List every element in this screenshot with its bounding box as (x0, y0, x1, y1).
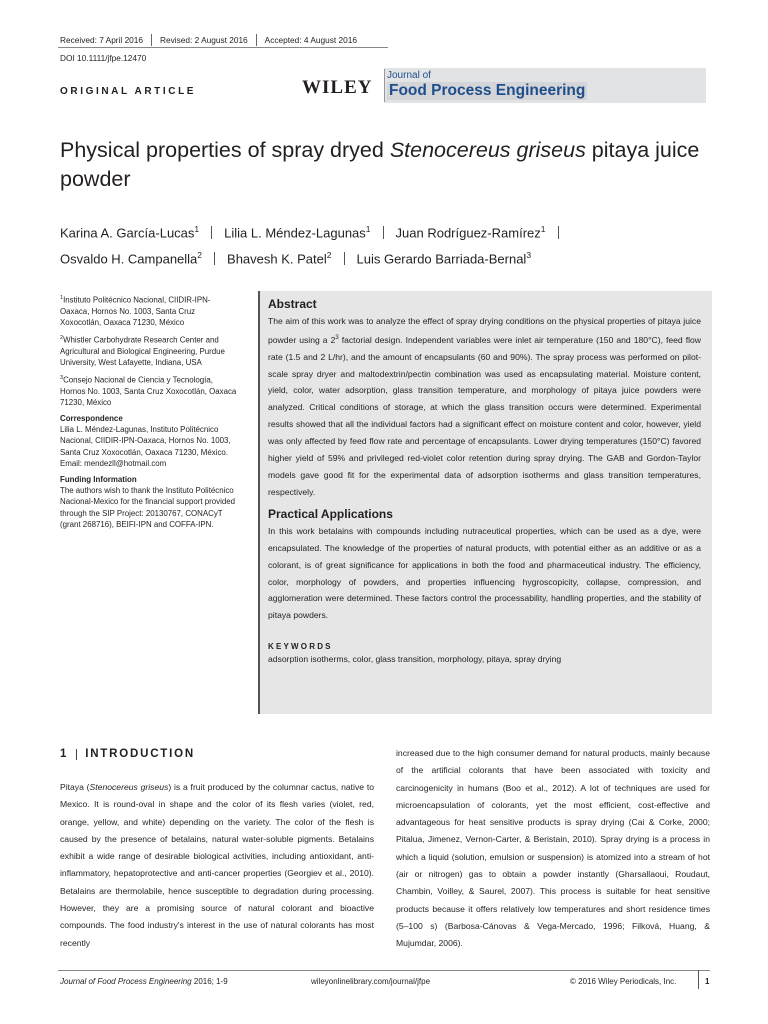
paragraph: Pitaya (Stenocereus griseus) is a fruit produced by the columnar cactus, native to Mexico. It is round-oval in shape and the color of its flesh varies (violet, red, orange, yellow, and white) depending on the variety. The color of the flesh is caused by the presence of betalains, natural water-soluble pigments. Betalains exhibit a wide range of desirable biological activities, including antioxidant, anti-inflammatory, hepatoprotective and anti-cancer properties (Georgiev et al., 2010). Betalains are thermolabile, hence susceptible to degradation during processing. However, they are a promising source of natural colorant and bioactive compounds. The food industry's interest in the use of natural colorants has most recently (60, 782, 375, 948)
divider (151, 34, 152, 46)
footer-journal: Journal of Food Process Engineering (60, 977, 192, 986)
author: Osvaldo H. Campanella$^2$ (60, 250, 203, 267)
paragraph: increased due to the high consumer demand for natural products, mainly because of the artificial colorants that have been associated with toxicity and carcinogenicity in humans (Boo et al., 2012). A lot of techniques are used for microencapsulation of colorants, yet the most efficient, cost-effective and advantageous for heat sensitive products is spray drying (Cai & Corke, 2000; Pitalua, Jimenez, Vernon-Carter, & Beristain, 2010). Spray drying is a process in which a liquid (solution, emulsion or suspension) is atomized into a stream of hot (air or nitrogen) gas to obtain a powder instantly (Gharsallaoui, Roudaut, Chambin, Voilley, & Saurel, 2007). This process is suitable for heat sensitive products because it offers relatively low temperatures and short residence times (5–100 s) (Barbosa-Cánovas & Vega-Mercado, 1996; Filková, Huang, & Mujumdar, 2006). (396, 748, 710, 949)
abstract-heading: Abstract (268, 297, 317, 311)
affiliation-3: $^3$Consejo Nacional de Ciencia y Tecnología, Hornos No. 1003, Santa Cruz Xoxocotlán, Oaxaca 71230, México (60, 374, 237, 408)
publisher-logo: WILEY (302, 77, 373, 98)
correspondence-email[interactable]: Email: mendezll@hotmail.com (60, 459, 167, 469)
doi: DOI 10.1111/jfpe.12470 (60, 53, 147, 63)
divider (558, 226, 559, 239)
abstract-content (268, 297, 701, 668)
footer-url[interactable]: wileyonlinelibrary.com/journal/jfpe (311, 977, 431, 986)
journal-name: Food Process Engineering (389, 82, 586, 99)
keywords-list: adsorption isotherms, color, glass transition, morphology, pitaya, spray drying (268, 654, 562, 665)
section-heading (60, 748, 195, 760)
revised-date: Revised: 2 August 2016 (160, 35, 248, 45)
divider (214, 252, 215, 265)
author: Karina A. García-Lucas$^1$ (60, 224, 200, 241)
author-line-2 (60, 250, 710, 266)
author: Bhavesh K. Patel$^2$ (227, 250, 332, 267)
funding-text: The authors wish to thank the Instituto Politécnico Nacional-Mexico for the financial support provided through the SIP Project: 20130767, CONACyT (grant 268716), BEIFI-IPN and COFFA-IPN. (60, 485, 236, 530)
article-title (60, 136, 700, 194)
abstract-text: The aim of this work was to analyze the effect of spray drying conditions on the physical properties of pitaya juice powder using a $2^3$ factorial design. Independent variables were inlet air temperature (150 and 180°C), feed flow rate (1.5 and 2 L/hr), and the amount of encapsulants (60 and 90%). The spray process was performed on pilot-scale spray dryer and maltodextrin/pectin combination was used as encapsulating material. Moisture content, yield, color, water adsorption, glass transition temperature, and morphology of pitaya juice powders were analyzed. Critical conditions of storage, at which the glass transition occurs were determined. Experimental results showed that all the individual factors had a significant effect on moisture content and color, however, yield was only affected by feed flow rate and percentage of encapsulants. Lower drying temperatures (150°C) favored higher yield of 59% and privileged red-violet color retention during spray drying. The GAB and Gordon-Taylor models gave good fit for the experimental data of adsorption isotherms and glass transition temperatures, respectively. (268, 316, 702, 497)
received-date: Received: 7 April 2016 (60, 35, 144, 45)
publication-dates (60, 34, 357, 46)
footer-citation (60, 977, 228, 986)
article-type: ORIGINAL ARTICLE (60, 86, 197, 97)
intro-column-left (60, 779, 374, 952)
correspondence-heading: Correspondence (60, 413, 123, 423)
keywords-heading: KEYWORDS (268, 642, 333, 652)
intro-column-right (396, 745, 710, 953)
accepted-date: Accepted: 4 August 2016 (264, 35, 357, 45)
section-number: 1 (60, 748, 69, 760)
footer-copyright: © 2016 Wiley Periodicals, Inc. (570, 977, 677, 986)
journal-label: Journal of (387, 70, 431, 81)
page-number: 1 (705, 977, 710, 986)
affiliation-2: $^2$Whistler Carbohydrate Research Center and Agricultural and Biological Engineering, Purdue University, West Lafayette, Indiana, USA (60, 334, 225, 368)
author: Lilia L. Méndez-Lagunas$^1$ (224, 224, 371, 241)
divider (76, 749, 77, 760)
author-line-1 (60, 224, 710, 240)
divider (698, 970, 699, 989)
title-species: Stenocereus griseus (389, 138, 586, 162)
title-text: pitaya juice powder (60, 138, 700, 191)
divider (384, 69, 385, 102)
practical-applications-heading: Practical Applications (268, 506, 393, 521)
author: Juan Rodríguez-Ramírez$^1$ (395, 224, 546, 241)
author: Luis Gerardo Barriada-Bernal$^3$ (356, 250, 532, 267)
header-rule (58, 47, 388, 48)
divider (383, 226, 384, 239)
divider (344, 252, 345, 265)
footer-rule (58, 970, 710, 971)
section-title: INTRODUCTION (85, 748, 195, 760)
divider (256, 34, 257, 46)
affiliation-1: $^1$Instituto Politécnico Nacional, CIIDIR-IPN-Oaxaca, Hornos No. 1003, Santa Cruz Xoxocotlán, Oaxaca 71230, México (60, 295, 211, 328)
practical-applications-text: In this work betalains with compounds including nutraceutical properties, which can be used as a dye, were encapsulated. The knowledge of the properties of natural products, with potential either as an additive or as a colorant, is of great significance for applications in both the food and pharmaceutical industry. The efficiency, color, morphology of powders, and properties influencing hygroscopicity, collapse, compression, and agglomeration were determined. These factors control the processability, handling properties, and the stability of pitaya powders. (268, 525, 701, 621)
correspondence-text: Lilia L. Méndez-Lagunas, Instituto Politécnico Nacional, CIIDIR-IPN-Oaxaca, Hornos No. 1003, Santa Cruz Xoxocotlán, Oaxaca 71230, México. (60, 424, 231, 457)
affiliations (60, 293, 238, 535)
funding-heading: Funding Information (60, 474, 137, 484)
divider (211, 226, 212, 239)
title-text: Physical properties of spray dryed (60, 138, 390, 162)
footer-volume: 2016; 1-9 (191, 977, 228, 986)
